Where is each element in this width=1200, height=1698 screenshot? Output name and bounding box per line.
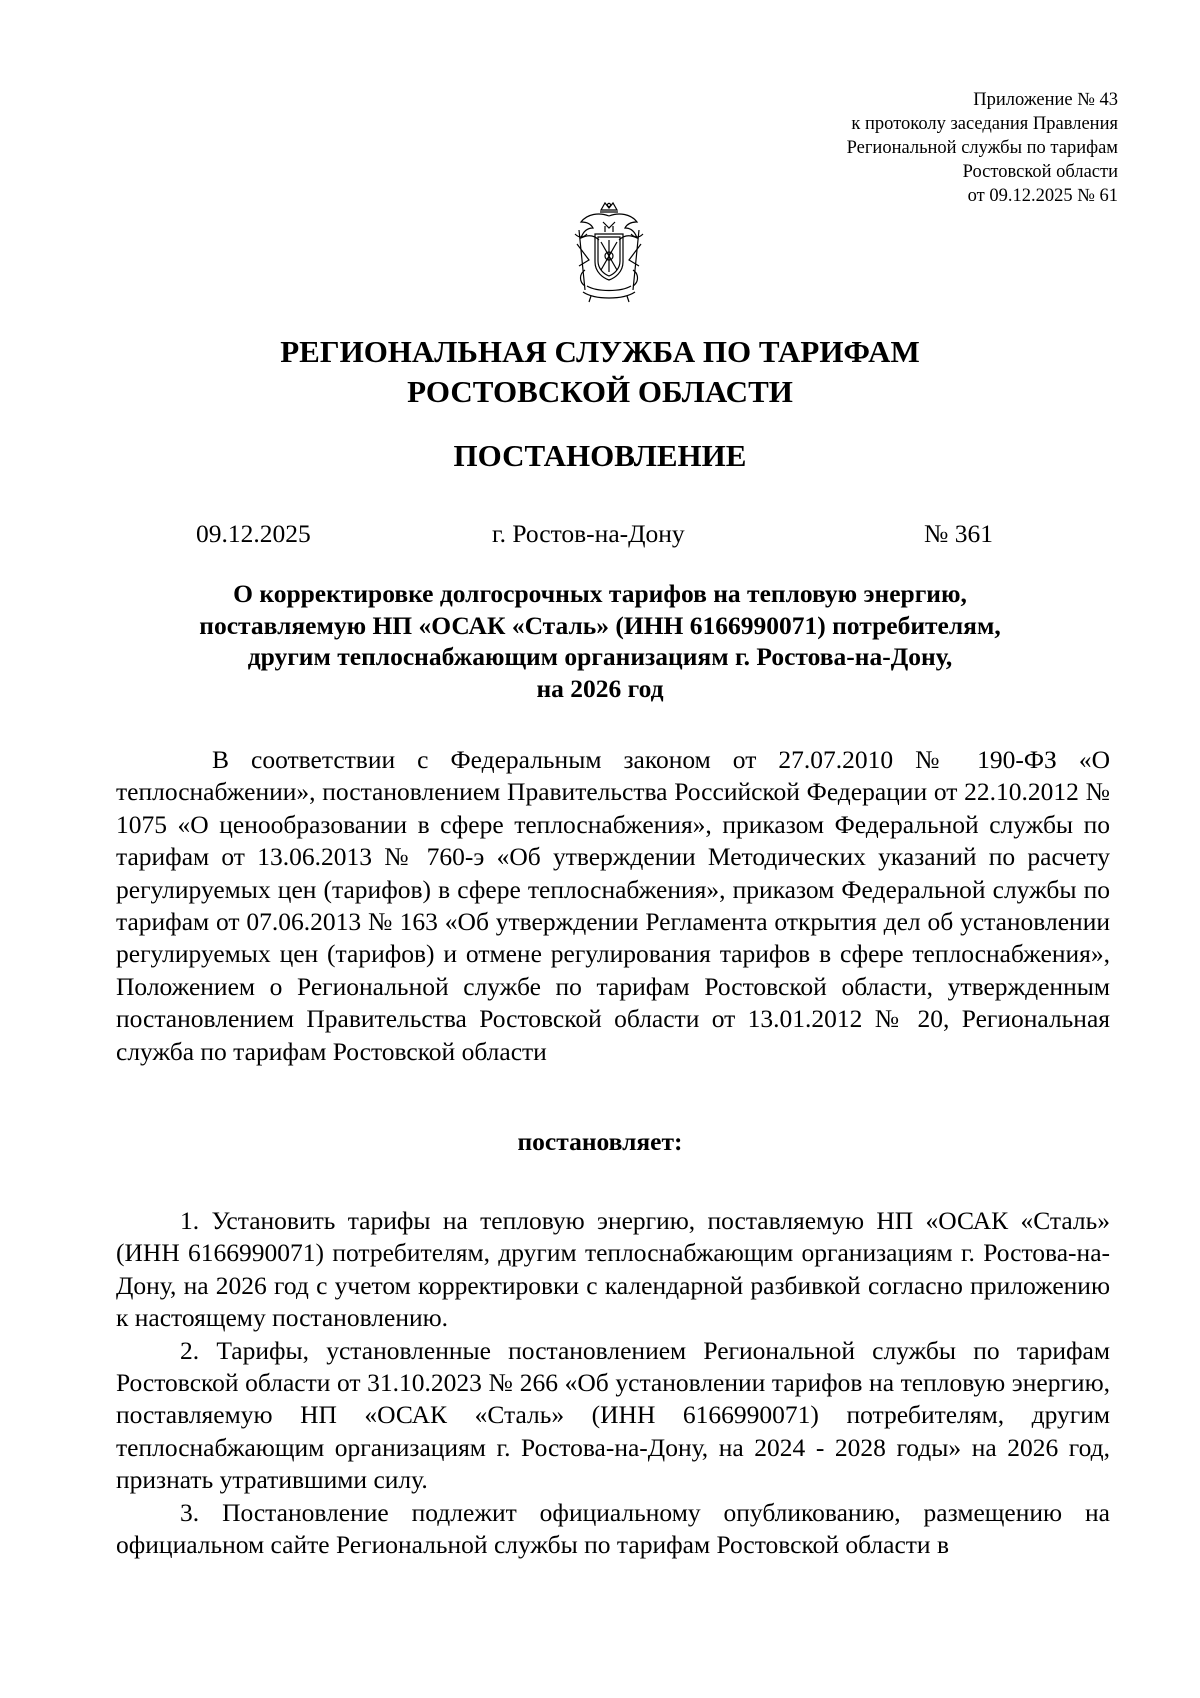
decree-item: 3. Постановление подлежит официальному опубликованию, размещению на официальном сайте Региональной службы по тарифам Ростовской области в xyxy=(116,1497,1110,1560)
document-meta-row xyxy=(0,517,1200,551)
document-date: 09.12.2025 xyxy=(196,519,311,548)
items-block xyxy=(116,1205,1110,1561)
attachment-line: Региональной службы по тарифам xyxy=(846,138,1118,158)
attachment-line: к протоколу заседания Правления xyxy=(851,114,1118,134)
preamble-paragraph: В соответствии с Федеральным законом от 27.07.2010 № 190-ФЗ «О теплоснабжении», постановлением Правительства Российской Федерации от 22.10.2012 № 1075 «О ценообразовании в сфере теплоснабжения», приказом Федеральной службы по тарифам от 13.06.2013 № 760-э «Об утверждении Методических указаний по расчету регулируемых цен (тарифов) в сфере теплоснабжения», приказом Федеральной службы по тарифам от 07.06.2013 № 163 «Об утверждении Регламента открытия дел об установлении регулируемых цен (тарифов) и отмене регулирования тарифов в сфере теплоснабжения», Положением о Региональной службе по тарифам Ростовской области, утвержденным постановлением Правительства Ростовской области от 13.01.2012 № 20, Региональная служба по тарифам Ростовской области xyxy=(116,745,1110,1066)
subject-line: поставляемую НП «ОСАК «Сталь» (ИНН 6166990071) потребителям, xyxy=(199,610,1001,640)
document-subject xyxy=(80,578,1120,704)
decree-heading: постановляет: xyxy=(517,1127,683,1156)
preamble-block xyxy=(116,744,1110,1068)
organization-title-line: РОСТОВСКОЙ ОБЛАСТИ xyxy=(407,374,793,409)
attachment-line: от 09.12.2025 № 61 xyxy=(967,186,1118,206)
attachment-line: Ростовской области xyxy=(962,162,1118,182)
decree-item: 2. Тарифы, установленные постановлением Региональной службы по тарифам Ростовской области от 31.10.2023 № 266 «Об установлении тарифов на тепловую энергию, поставляемую НП «ОСАК «Сталь» (ИНН 6166990071) потребителям, другим теплоснабжающим организациям г. Ростова-на-Дону, на 2024 - 2028 годы» на 2026 год, признать утратившими силу. xyxy=(116,1335,1110,1495)
subject-line: на 2026 год xyxy=(536,673,664,703)
organization-title xyxy=(0,332,1200,412)
subject-line: другим теплоснабжающим организациям г. Ростова-на-Дону, xyxy=(247,642,953,671)
attachment-note xyxy=(847,88,1118,208)
document-city: г. Ростов-на-Дону xyxy=(492,519,685,548)
decree-item: 1. Установить тарифы на тепловую энергию, поставляемую НП «ОСАК «Сталь» (ИНН 6166990071) потребителям, другим теплоснабжающим организациям г. Ростова-на-Дону, на 2026 год с учетом корректировки с календарной разбивкой согласно приложению к настоящему постановлению. xyxy=(116,1206,1110,1333)
organization-title-line: РЕГИОНАЛЬНАЯ СЛУЖБА ПО ТАРИФАМ xyxy=(280,334,920,369)
subject-line: О корректировке долгосрочных тарифов на тепловую энергию, xyxy=(233,579,967,608)
attachment-line: Приложение № 43 xyxy=(973,90,1118,110)
coat-of-arms-icon xyxy=(565,200,653,304)
document-number: № 361 xyxy=(924,519,993,548)
document-type-heading: ПОСТАНОВЛЕНИЕ xyxy=(453,438,747,473)
